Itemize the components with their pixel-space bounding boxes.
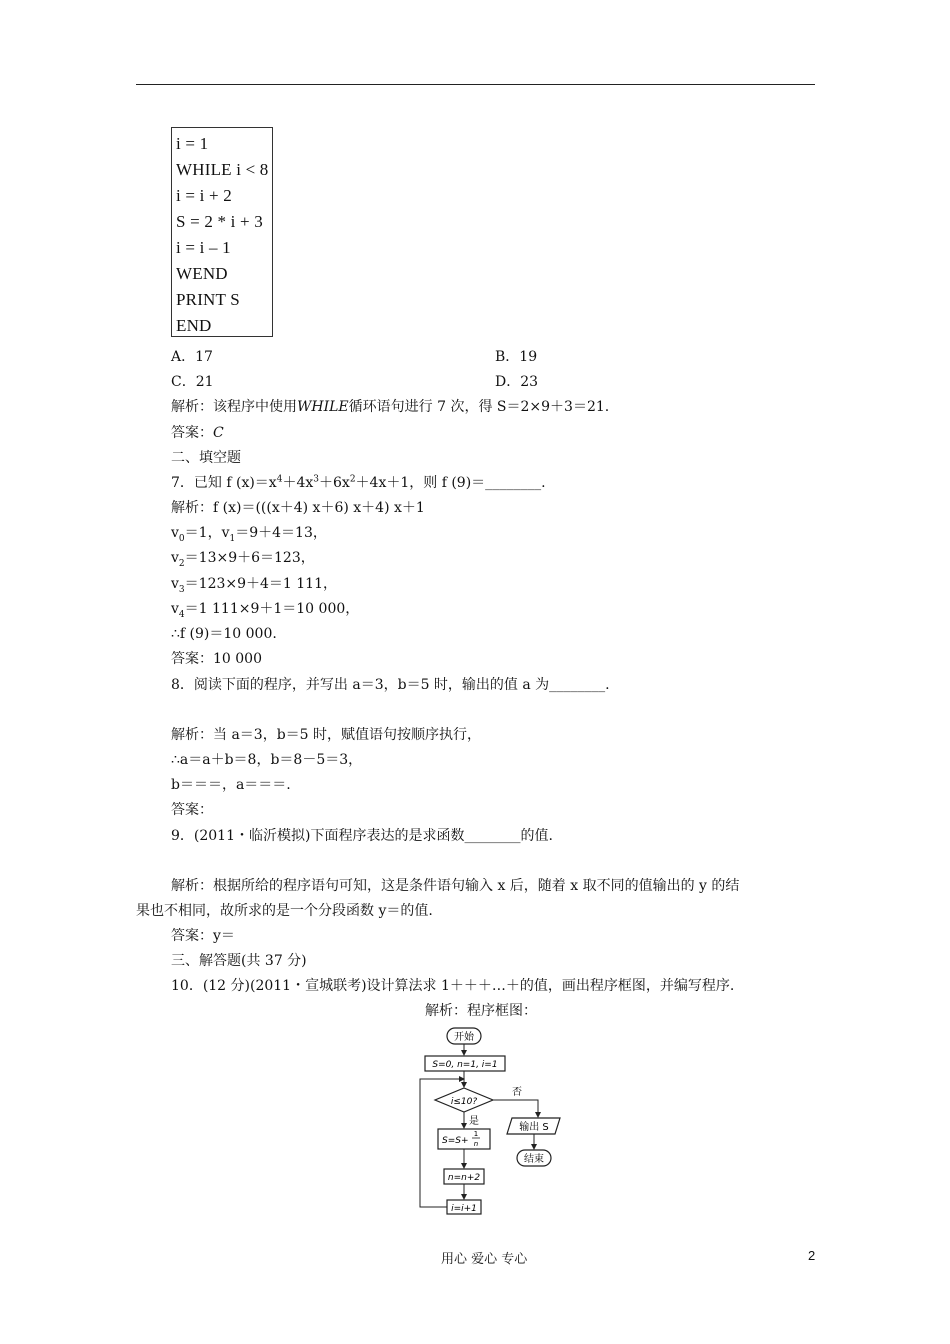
condition-label: i≤10?	[450, 1097, 478, 1107]
flowchart-caption: 解析：程序框图：	[425, 1003, 537, 1019]
text: ＝9＋4＝13，	[235, 525, 327, 541]
code-listing	[171, 127, 273, 337]
text: v	[171, 576, 179, 592]
q8-answer: 答案：	[171, 802, 213, 818]
q7-answer: 答案：10 000	[171, 651, 262, 667]
answer-value: C	[213, 425, 224, 441]
q7-stem	[171, 474, 546, 492]
sum-update-label: S=S+	[442, 1136, 469, 1146]
code-line: i = i + 2	[176, 186, 232, 205]
code-line: PRINT S	[176, 290, 240, 309]
subscript: 1	[229, 533, 236, 544]
page-footer	[0, 1248, 950, 1268]
text: 循环语句进行 7 次，得 S＝2×9＋3＝21.	[348, 399, 610, 415]
n-update-label: n=n+2	[447, 1173, 481, 1183]
subscript: 3	[178, 584, 185, 595]
text: ＝1，v	[184, 525, 230, 541]
text: ＋4x＋1，则 f (9)＝________.	[355, 475, 546, 491]
text: ＝1 111×9＋1＝10 000，	[184, 601, 360, 617]
subscript: 4	[178, 609, 185, 620]
subscript: 2	[178, 558, 185, 569]
text: ＋4x	[282, 475, 314, 491]
code-line: i = 1	[176, 134, 209, 153]
text: ＋6x	[319, 475, 350, 491]
section-heading: 三、解答题(共 37 分)	[171, 953, 307, 969]
exponent: 3	[313, 474, 319, 485]
subscript: 0	[178, 533, 185, 544]
text: 解析：该程序中使用	[171, 399, 297, 415]
q7-conclusion: ∴f (9)＝10 000.	[171, 626, 277, 642]
option-c: C．21	[171, 374, 214, 390]
text: ＝123×9＋4＝1 111，	[184, 576, 338, 592]
q6-answer	[171, 424, 224, 442]
code-line: WHILE i < 8	[176, 160, 269, 179]
q9-answer: 答案：y＝	[171, 928, 235, 944]
no-label: 否	[512, 1087, 522, 1098]
start-label: 开始	[454, 1032, 474, 1043]
q8-stem: 8．阅读下面的程序，并写出 a＝3，b＝5 时，输出的值 a 为________.	[171, 677, 610, 693]
fraction-numerator: 1	[473, 1130, 479, 1138]
code-line: WEND	[176, 264, 228, 283]
option-b: B．19	[495, 349, 538, 365]
flowchart	[400, 1022, 570, 1222]
fraction-denominator: n	[473, 1140, 479, 1148]
q7-step	[171, 524, 327, 542]
init-label: S=0, n=1, i=1	[432, 1060, 498, 1070]
q7-step	[171, 549, 315, 567]
q8-step: ∴a＝a＋b＝8，b＝8－5＝3，	[171, 752, 363, 768]
text: v	[171, 601, 179, 617]
code-line: i = i – 1	[176, 238, 231, 257]
q8-analysis: 解析：当 a＝3，b＝5 时，赋值语句按顺序执行，	[171, 727, 482, 743]
q9-stem: 9．(2011・临沂模拟)下面程序表达的是求函数________的值.	[171, 828, 553, 844]
q10-stem: 10．(12 分)(2011・宣城联考)设计算法求 1＋＋＋…＋的值，画出程序框图，并编写程序.	[171, 978, 735, 994]
q9-analysis: 解析：根据所给的程序语句可知，这是条件语句输入 x 后，随着 x 取不同的值输出的 y 的结	[171, 878, 740, 894]
i-update-label: i=i+1	[451, 1204, 477, 1214]
text: ＝13×9＋6＝123，	[184, 550, 315, 566]
q7-analysis: 解析：f (x)＝(((x＋4) x＋6) x＋4) x＋1	[171, 500, 425, 516]
code-line: END	[176, 316, 212, 335]
footer-motto: 用心 爱心 专心	[441, 1252, 528, 1267]
page-number: 2	[808, 1248, 816, 1263]
q7-step	[171, 600, 359, 618]
q9-analysis-cont: 果也不相同，故所求的是一个分段函数 y＝的值.	[136, 903, 433, 919]
q8-step: b＝＝＝，a＝＝＝.	[171, 777, 291, 793]
output-label: 输出 S	[519, 1122, 549, 1133]
option-d: D．23	[495, 374, 539, 390]
exponent: 4	[276, 474, 283, 485]
q6-analysis	[171, 398, 609, 416]
yes-label: 是	[469, 1116, 479, 1127]
exponent: 2	[349, 474, 356, 485]
text: v	[171, 525, 179, 541]
section-heading: 二、填空题	[171, 450, 241, 466]
text: 答案：	[171, 425, 213, 441]
text: 7．已知 f (x)＝x	[171, 475, 277, 491]
end-label: 结束	[524, 1154, 544, 1165]
text: v	[171, 550, 179, 566]
code-line: S = 2 * i + 3	[176, 212, 263, 231]
q7-step	[171, 575, 337, 593]
keyword: WHILE	[297, 399, 349, 415]
option-a: A．17	[171, 349, 213, 365]
header-rule	[136, 84, 815, 85]
no-branch-arrow	[493, 1100, 538, 1117]
